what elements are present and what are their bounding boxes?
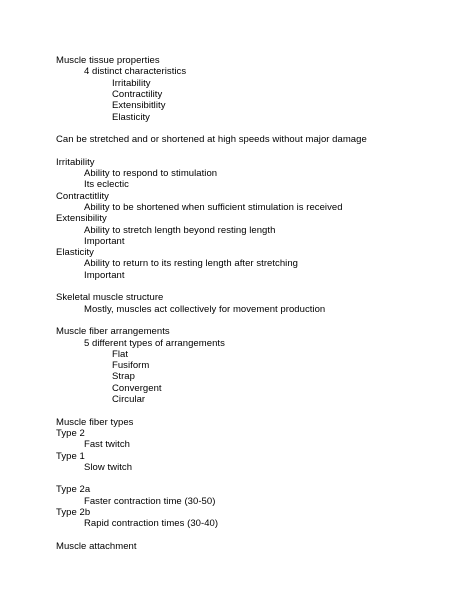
text-line: Mostly, muscles act collectively for movement production — [84, 303, 326, 315]
text-line: Type 2 — [56, 427, 85, 439]
text-line: Contractitlity — [56, 190, 109, 202]
text-line: Extensibility — [56, 213, 107, 225]
text-line: Irritability — [56, 156, 95, 168]
text-line: Ability to stretch length beyond resting length — [84, 224, 276, 236]
text-line: Muscle attachment — [56, 540, 137, 552]
text-line: Elasticity — [56, 247, 94, 259]
text-line: Fusiform — [112, 360, 150, 372]
text-line: Strap — [112, 371, 135, 383]
text-line: Flat — [112, 348, 129, 360]
text-line: Contractility — [112, 88, 163, 100]
text-line: Important — [84, 269, 125, 281]
text-line: Circular — [112, 394, 146, 405]
text-line: Fast twitch — [84, 439, 130, 451]
text-line: Rapid contraction times (30-40) — [84, 518, 219, 530]
text-line: Its eclectic — [84, 179, 129, 191]
text-line: Can be stretched and or shortened at high speeds without major damage — [56, 134, 367, 146]
text-line: Muscle fiber arrangements — [56, 326, 170, 338]
text-line: Ability to return to its resting length after stretching — [84, 258, 299, 270]
text-line: Type 2a — [56, 484, 91, 496]
text-line: Faster contraction time (30-50) — [84, 495, 216, 507]
text-line: Type 2b — [56, 507, 91, 518]
text-line: Irritability — [112, 77, 151, 89]
text-line: Elasticity — [112, 111, 150, 123]
text-line: Slow twitch — [84, 461, 133, 473]
text-line: Ability to be shortened when sufficient stimulation is received — [84, 201, 343, 213]
text-line: Important — [84, 235, 125, 247]
text-line: 5 different types of arrangements — [84, 337, 225, 349]
text-line: Muscle tissue properties — [56, 55, 160, 66]
text-line: Ability to respond to stimulation — [84, 168, 218, 179]
text-line: Muscle fiber types — [56, 416, 134, 428]
text-line: 4 distinct characteristics — [84, 66, 187, 78]
text-line: Extensibitlity — [112, 100, 166, 112]
text-line: Skeletal muscle structure — [56, 292, 164, 304]
text-line: Convergent — [112, 382, 162, 394]
text-line: Type 1 — [56, 450, 85, 462]
